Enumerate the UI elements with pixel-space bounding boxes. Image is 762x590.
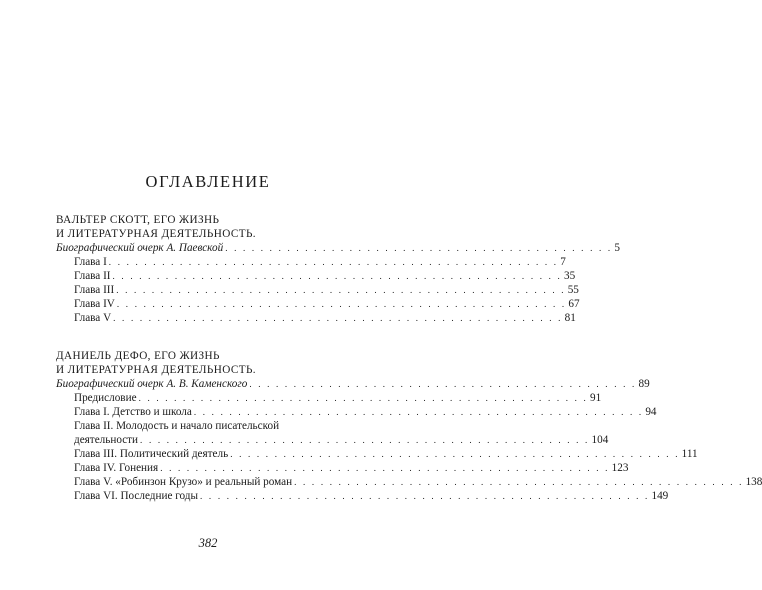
toc-entry-page: 55	[567, 284, 579, 296]
toc-entry-label: Глава VI. Последние годы	[74, 490, 199, 502]
toc-entry-page: 5	[614, 242, 620, 254]
toc-entry-page: 7	[560, 256, 566, 268]
toc-entry[interactable]	[74, 391, 602, 405]
toc-entry[interactable]	[74, 405, 657, 419]
toc-entry[interactable]	[74, 489, 669, 503]
toc-entry-label: Биографический очерк А. В. Каменского	[56, 378, 248, 390]
page-number: 382	[198, 536, 218, 550]
toc-entry-page: 104	[591, 434, 609, 446]
toc-entry-page: 111	[681, 448, 698, 460]
toc-entry-page: 138	[745, 476, 762, 488]
toc-entry-page: 35	[563, 270, 576, 282]
toc-entry-label: Глава III	[74, 284, 115, 296]
leader-dots: . . . . . . . . . . . . . . . . . . . . . . . . . . . . . . . . . . . . . . . . . . . . . . . . . . .	[140, 435, 590, 445]
toc-entry[interactable]	[74, 283, 579, 297]
toc-entry-label: деятельности	[74, 434, 139, 446]
toc-entry-label: Глава V	[74, 312, 112, 324]
leader-dots: . . . . . . . . . . . . . . . . . . . . . . . . . . . . . . . . . . . . . . . . . . . .	[225, 243, 613, 253]
toc-entry[interactable]	[74, 433, 609, 447]
toc-entry-label: Глава I. Детство и школа	[74, 406, 192, 418]
toc-entry[interactable]	[56, 377, 650, 391]
toc-entry-label: Глава II	[74, 270, 111, 282]
toc-entry[interactable]	[74, 475, 762, 489]
toc-entry[interactable]	[74, 461, 629, 475]
leader-dots: . . . . . . . . . . . . . . . . . . . . . . . . . . . . . . . . . . . . . . . . . . . . . . . . . . .	[112, 271, 562, 281]
toc-entry-label: Глава IV. Гонения	[74, 462, 159, 474]
leader-dots: . . . . . . . . . . . . . . . . . . . . . . . . . . . . . . . . . . . . . . . . . . . . . . . . . . .	[230, 449, 680, 459]
leader-dots: . . . . . . . . . . . . . . . . . . . . . . . . . . . . . . . . . . . . . . . . . . . . . . . . . . .	[294, 477, 744, 487]
toc-entry-page: 89	[638, 378, 650, 390]
toc-entry-page: 123	[611, 462, 629, 474]
leader-dots: . . . . . . . . . . . . . . . . . . . . . . . . . . . . . . . . . . . . . . . . . . . . . . . . . . .	[138, 393, 589, 403]
toc-entry-label: Биографический очерк А. Паевской	[56, 242, 224, 254]
leader-dots: . . . . . . . . . . . . . . . . . . . . . . . . . . . . . . . . . . . . . . . . . . . . . . . . . . .	[116, 285, 566, 295]
toc-entry-label: Глава III. Политический деятель	[74, 448, 229, 460]
toc-entry[interactable]	[56, 241, 620, 255]
leader-dots: . . . . . . . . . . . . . . . . . . . . . . . . . . . . . . . . . . . . . . . . . . . . . . . . . . .	[108, 257, 559, 267]
section2-heading-line2: И ЛИТЕРАТУРНАЯ ДЕЯТЕЛЬНОСТЬ.	[56, 364, 256, 376]
leader-dots: . . . . . . . . . . . . . . . . . . . . . . . . . . . . . . . . . . . . . . . . . . . .	[249, 379, 637, 389]
leader-dots: . . . . . . . . . . . . . . . . . . . . . . . . . . . . . . . . . . . . . . . . . . . . . . . . . . .	[193, 407, 644, 417]
leader-dots: . . . . . . . . . . . . . . . . . . . . . . . . . . . . . . . . . . . . . . . . . . . . . . . . . . .	[113, 313, 563, 323]
toc-entry-page: 81	[564, 312, 576, 324]
leader-dots: . . . . . . . . . . . . . . . . . . . . . . . . . . . . . . . . . . . . . . . . . . . . . . . . . . .	[160, 463, 610, 473]
page-title: ОГЛАВЛЕНИЕ	[145, 172, 271, 191]
toc-entry-label-wrapped[interactable]: Глава II. Молодость и начало писательской	[74, 420, 280, 432]
toc-entry-page: 91	[590, 392, 602, 404]
toc-entry[interactable]	[74, 311, 576, 325]
leader-dots: . . . . . . . . . . . . . . . . . . . . . . . . . . . . . . . . . . . . . . . . . . . . . . . . . . .	[200, 491, 650, 501]
section2-heading-line1: ДАНИЕЛЬ ДЕФО, ЕГО ЖИЗНЬ	[56, 350, 220, 362]
section1-heading-line2: И ЛИТЕРАТУРНАЯ ДЕЯТЕЛЬНОСТЬ.	[56, 228, 256, 240]
toc-entry[interactable]	[74, 269, 576, 283]
toc-entry-label: Глава IV	[74, 298, 115, 310]
toc-entry-page: 67	[568, 298, 580, 310]
toc-entry[interactable]	[74, 447, 698, 461]
toc-entry[interactable]	[74, 297, 580, 311]
toc-entry[interactable]	[74, 255, 566, 269]
toc-entry-page: 149	[651, 490, 669, 502]
toc-entry-page: 94	[645, 406, 657, 418]
section1-heading-line1: ВАЛЬТЕР СКОТТ, ЕГО ЖИЗНЬ	[56, 214, 220, 226]
toc-entry-label: Глава V. «Робинзон Крузо» и реальный роман	[74, 476, 293, 488]
leader-dots: . . . . . . . . . . . . . . . . . . . . . . . . . . . . . . . . . . . . . . . . . . . . . . . . . . .	[116, 299, 567, 309]
toc-entry-label: Глава I	[74, 256, 107, 268]
toc-entry-label: Предисловие	[74, 392, 137, 404]
